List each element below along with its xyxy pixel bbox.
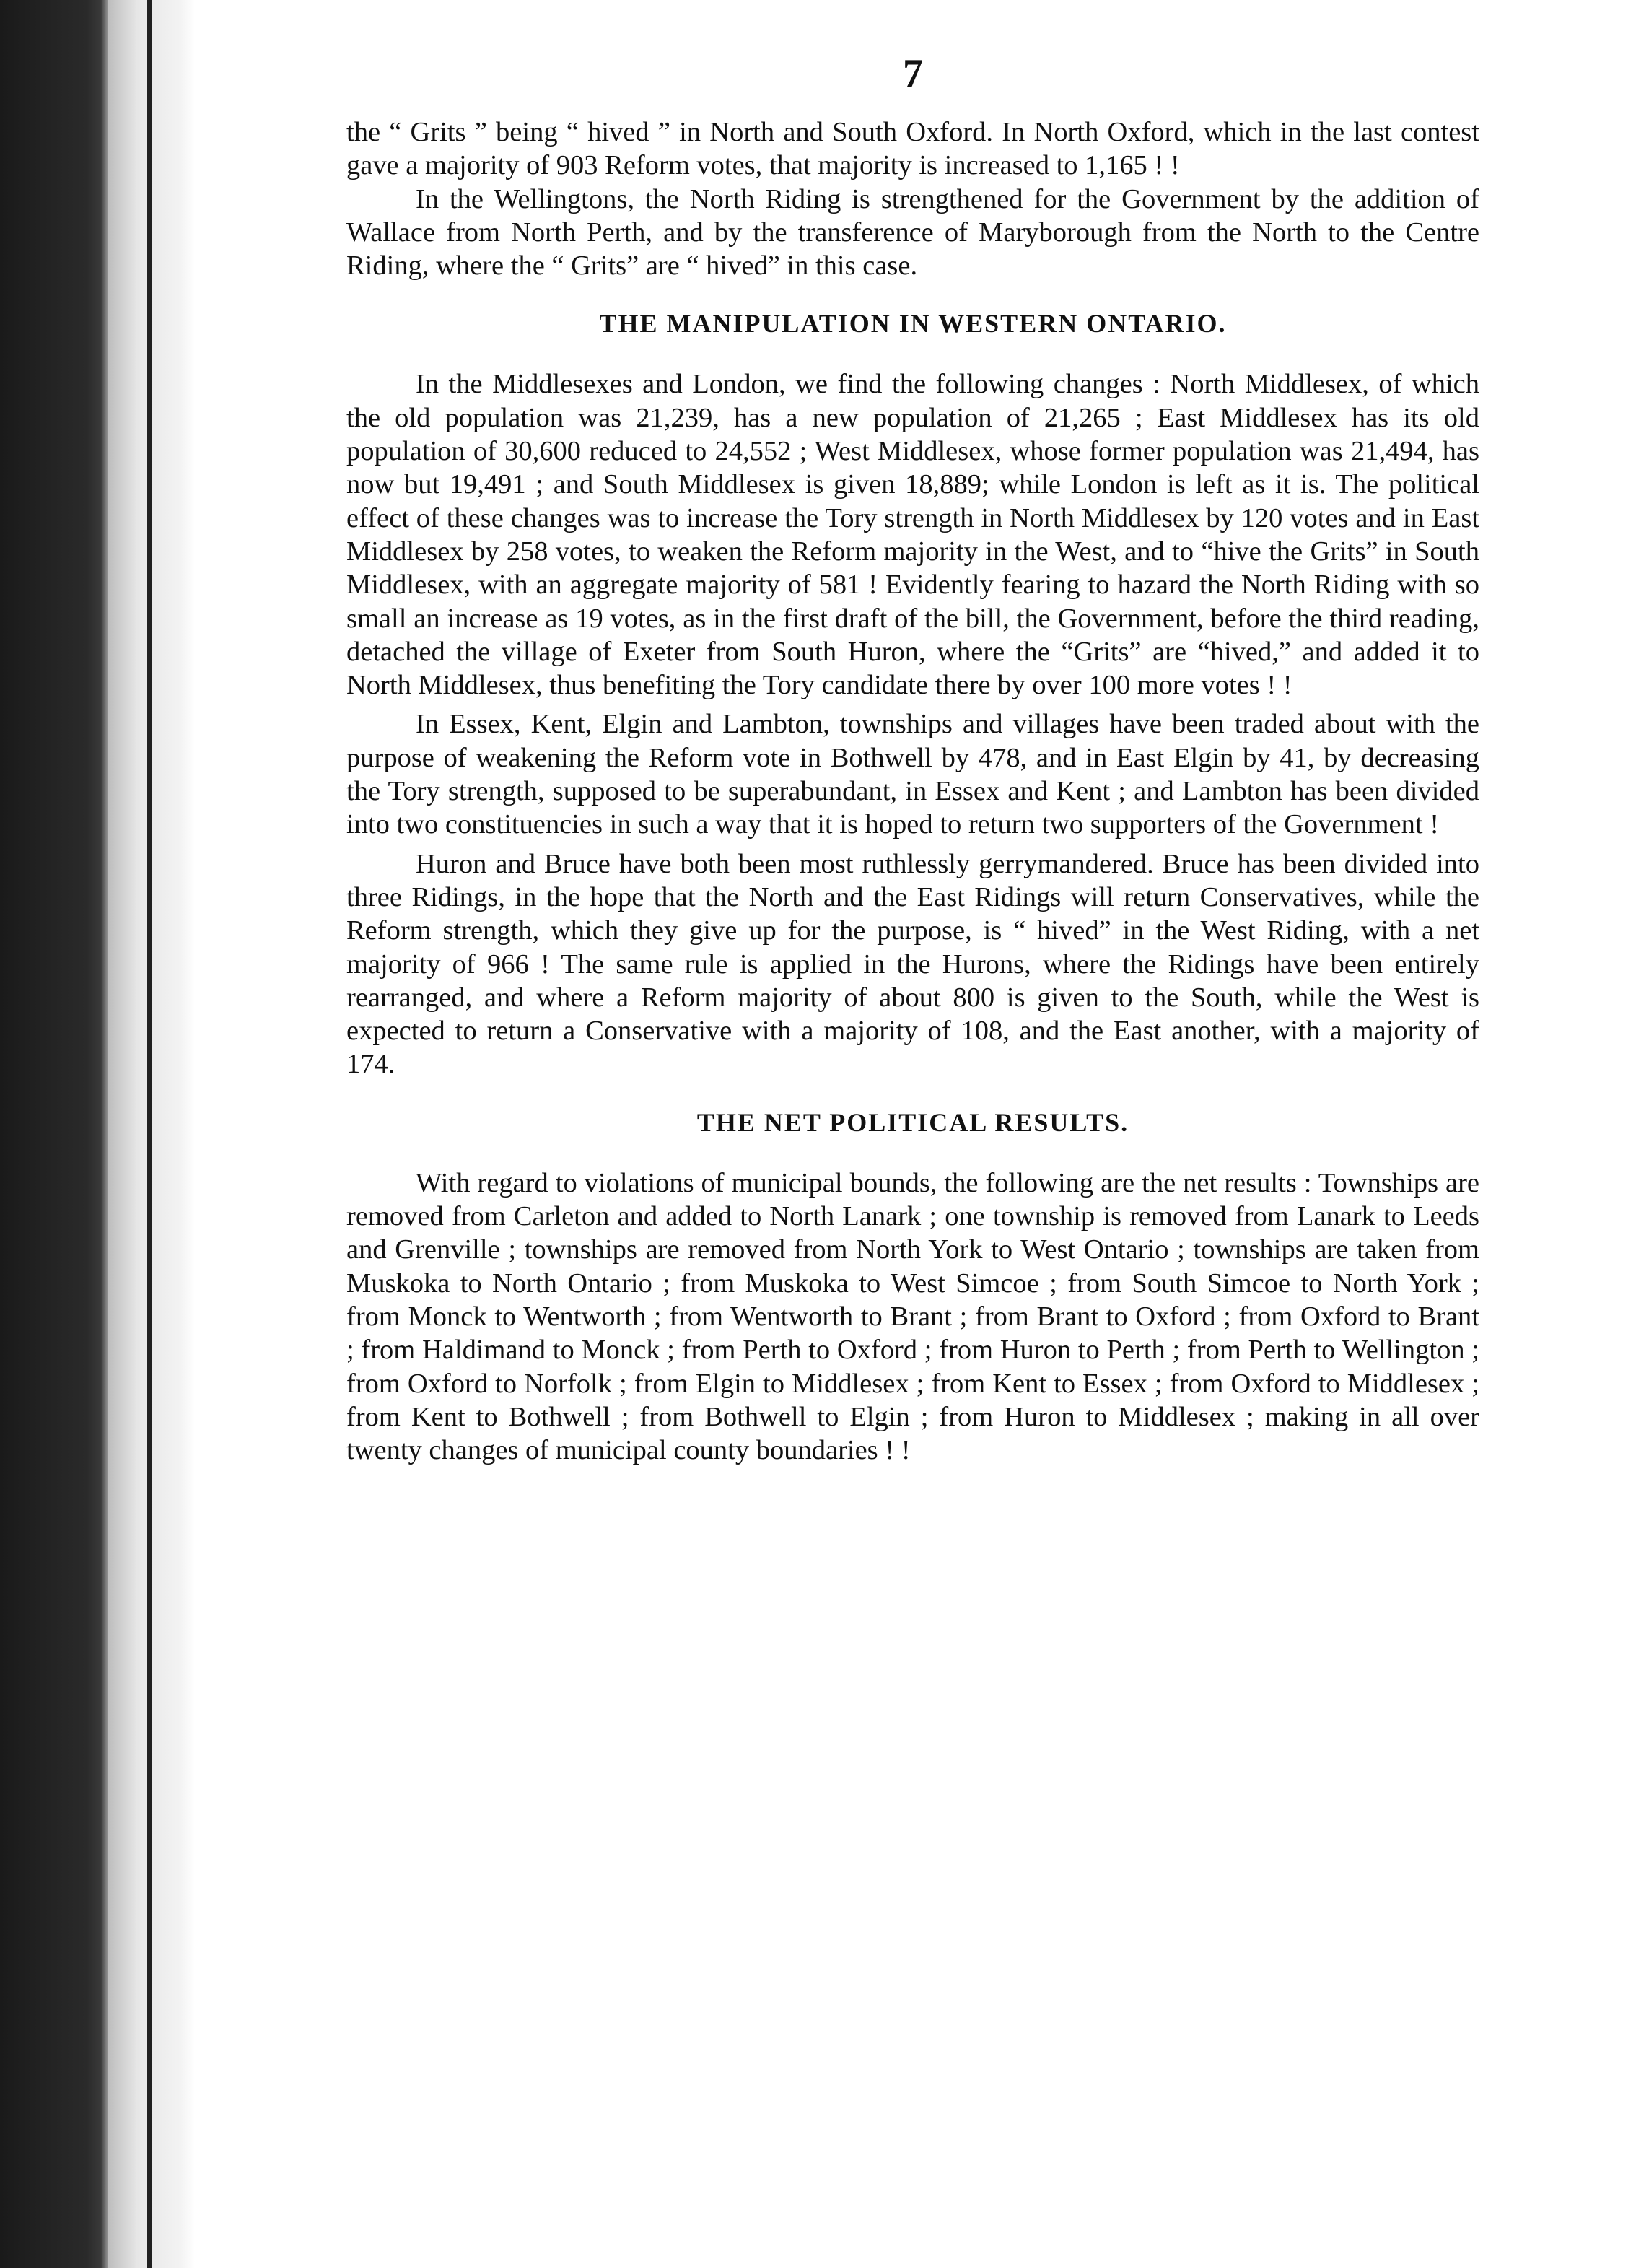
book-binding-shadow <box>0 0 108 2268</box>
section-heading-western-ontario: THE MANIPULATION IN WESTERN ONTARIO. <box>599 309 1227 339</box>
section-heading-net-results: THE NET POLITICAL RESULTS. <box>696 1107 1129 1137</box>
binding-edge-line <box>147 0 152 2268</box>
document-page <box>346 51 1479 1467</box>
page-gutter <box>108 0 195 2268</box>
paragraph-wellingtons: In the Wellingtons, the North Riding is strengthened for the Government by the addition of Wallace from North Perth, and by the transference of Maryborough from the North to the Centre Riding, where the “ Grits” are “ hived” in this case. <box>346 183 1479 282</box>
paragraph-municipal-bounds: With regard to violations of municipal bounds, the following are the net results : Townships are removed from Carleton and added to North Lanark ; one township is removed from Lanark to Leeds and Grenville ; townships are removed from North York to West Ontario ; townships are taken from Muskoka to North Ontario ; from Muskoka to West Simcoe ; from South Simcoe to North York ; from Monck to Wentworth ; from Wentworth to Brant ; from Brant to Oxford ; from Oxford to Brant ; from Haldimand to Monck ; from Perth to Oxford ; from Huron to Perth ; from Perth to Wellington ; from Oxford to Norfolk ; from Elgin to Middlesex ; from Kent to Essex ; from Oxford to Middlesex ; from Kent to Bothwell ; from Bothwell to Elgin ; from Huron to Middlesex ; making in all over twenty changes of municipal county boundaries ! ! <box>346 1167 1479 1466</box>
paragraph-huron-bruce: Huron and Bruce have both been most ruthlessly gerrymandered. Bruce has been divided into three Ridings, in the hope that the North and the East Ridings will return Conservatives, while the Reform strength, which they give up for the purpose, is “ hived” in the West Riding, with a net majority of 966 ! The same rule is applied in the Hurons, where the Ridings have been entirely rearranged, and where a Reform majority of about 800 is given to the South, while the West is expected to return a Conservative with a majority of 108, and the East another, with a majority of 174. <box>346 848 1479 1080</box>
paragraph-oxford: the “ Grits ” being “ hived ” in North and South Oxford. In North Oxford, which in the last contest gave a majority of 903 Reform votes, that majority is increased to 1,165 ! ! <box>346 117 1479 181</box>
paragraph-middlesexes: In the Middlesexes and London, we find the following changes : North Middlesex, of which the old population was 21,239, has a new population of 21,265 ; East Middlesex has its old population of 30,600 reduced to 24,552 ; West Middlesex, whose former population was 21,494, has now but 19,491 ; and South Middlesex is given 18,889; while London is left as it is. The political effect of these changes was to increase the Tory strength in North Middlesex by 120 votes and in East Middlesex by 258 votes, to weaken the Reform majority in the West, and to “hive the Grits” in South Middlesex, with an aggregate majority of 581 ! Evidently fearing to hazard the North Riding with so small an increase as 19 votes, as in the first draft of the bill, the Government, before the third reading, detached the village of Exeter from South Huron, where the “Grits” are “hived,” and added it to North Middlesex, thus benefiting the Tory candidate there by over 100 more votes ! ! <box>346 369 1479 701</box>
page-number: 7 <box>903 51 923 96</box>
paragraph-essex-kent: In Essex, Kent, Elgin and Lambton, townships and villages have been traded about with the purpose of weakening the Reform vote in Bothwell by 478, and in East Elgin by 41, by decreasing the Tory strength, supposed to be superabundant, in Essex and Kent ; and Lambton has been divided into two constituencies in such a way that it is hoped to return two supporters of the Government ! <box>346 709 1479 840</box>
